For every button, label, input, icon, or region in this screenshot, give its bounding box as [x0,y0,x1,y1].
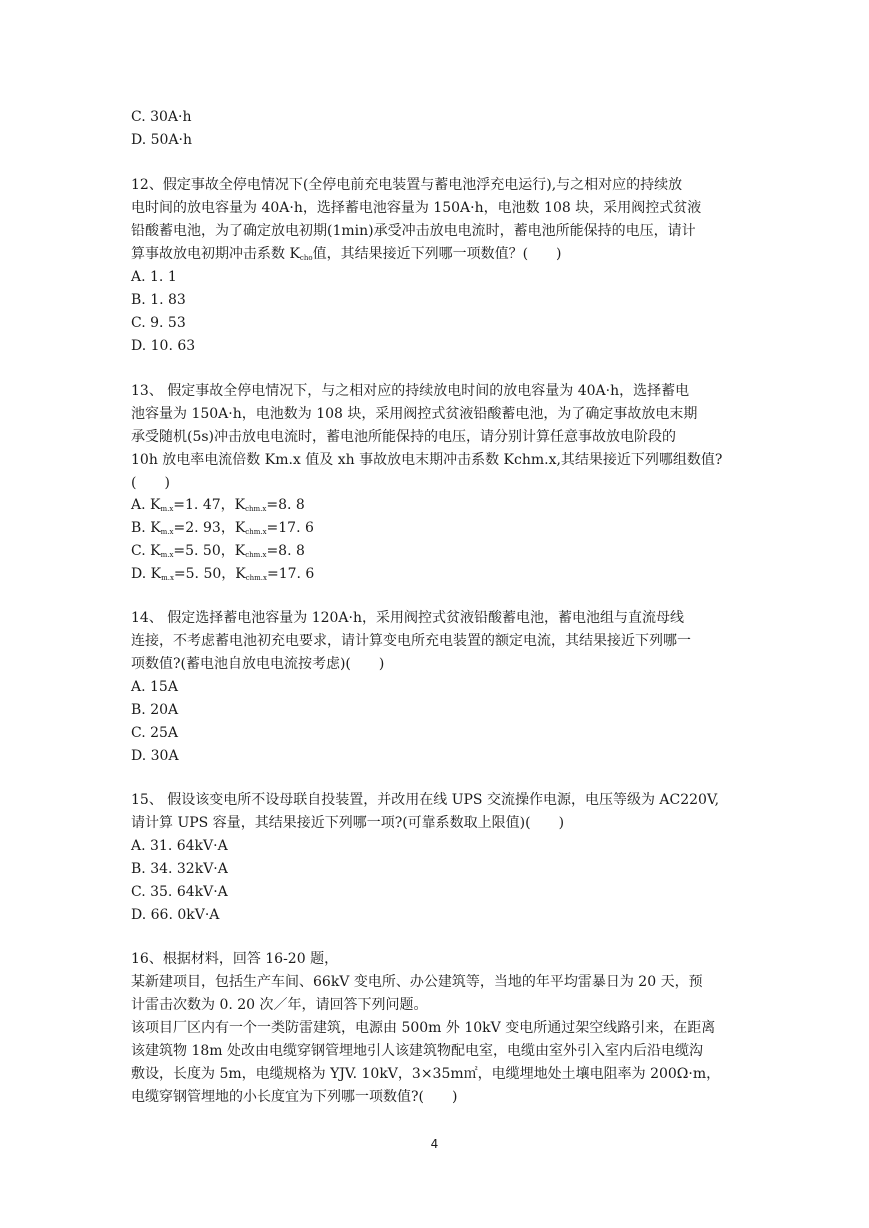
option-sub: m.x [160,551,174,559]
q11-option-c: C. 30A·h [131,109,192,125]
option-mid: =2. 93，K [173,520,246,536]
option-letter: A. K [131,497,161,513]
q12-line4-sub: cho [299,254,313,262]
option-sub: chm.x [245,574,267,582]
q16-text-line-2: 某新建项目，包括生产车间、66kV 变电所、办公建筑等，当地的年平均雷暴日为 20 天，预 [131,974,703,990]
option-end: =17. 6 [266,566,315,582]
q13-text-line-5: ( ) [131,475,170,491]
option-sub: m.x [161,574,174,582]
q14-option-d: D. 30A [131,748,179,764]
q12-option-d: D. 10. 63 [131,338,196,354]
option-letter: C. K [131,543,161,559]
q14-option-c: C. 25A [131,725,179,741]
q13-text-line-4: 10h 放电率电流倍数 Km.x 值及 xh 事故放电末期冲击系数 Kchm.x,其结果接近下列哪组数值? [131,452,723,468]
q16-text-line-3: 计雷击次数为 0. 20 次／年，请回答下列问题。 [131,997,428,1013]
q15-text-line-1: 15、 假设该变电所不设母联自投装置，并改用在线 UPS 交流操作电源，电压等级为 AC220V, [131,792,720,808]
q12-line4-pre: 算事故放电初期冲击系数 K [131,246,300,262]
option-sub: chm.x [245,505,267,513]
q12-option-a: A. 1. 1 [131,269,177,285]
q14-text-line-2: 连接，不考虑蓄电池初充电要求，请计算变电所充电装置的额定电流，其结果接近下列哪一 [131,633,691,649]
option-sub: chm.x [245,528,267,536]
q13-text-line-3: 承受随机(5s)冲击放电电流时，蓄电池所能保持的电压，请分别计算任意事故放电阶段的 [131,429,677,445]
option-mid: =5. 50，K [173,543,246,559]
q14-option-a: A. 15A [131,679,178,695]
option-letter: D. K [131,566,162,582]
option-mid: =5. 50，K [173,566,246,582]
q15-option-b: B. 34. 32kV·A [131,861,228,877]
q15-option-d: D. 66. 0kV·A [131,907,220,923]
q16-text-line-4: 该项目厂区内有一个一类防雷建筑，电源由 500m 外 10kV 变电所通过架空线路引来，在距离 [131,1020,716,1036]
q13-option-d [131,563,314,590]
option-end: =8. 8 [266,497,305,513]
q15-option-a: A. 31. 64kV·A [131,838,228,854]
q16-text-line-6: 敷设，长度为 5m，电缆规格为 YJV. 10kV，3×35m㎡，电缆埋地处土壤电阻率为 200Ω·m， [131,1066,721,1082]
q12-text-line-4 [131,243,562,270]
q15-text-line-2: 请计算 UPS 容量，其结果接近下列哪一项?(可靠系数取上限值)( ) [131,815,565,831]
q12-text-line-3: 铅酸蓄电池，为了确定放电初期(1min)承受冲击放电电流时，蓄电池所能保持的电压，请计 [131,223,696,239]
q14-text-line-3: 项数值?(蓄电池自放电电流按考虑)( ) [131,656,385,672]
option-sub: m.x [160,528,174,536]
option-sub: chm.x [245,551,267,559]
q16-text-line-1: 16、根据材料，回答 16-20 题， [131,951,339,967]
q14-text-line-1: 14、 假定选择蓄电池容量为 120A·h，采用阀控式贫液铅酸蓄电池，蓄电池组与直流母线 [131,610,685,626]
q12-text-line-2: 电时间的放电容量为 40A·h，选择蓄电池容量为 150A·h，电池数 108 块，采用阀控式贫液 [131,200,702,216]
option-letter: B. K [131,520,161,536]
q12-option-b: B. 1. 83 [131,292,186,308]
q12-text-line-1: 12、假定事故全停电情况下(全停电前充电装置与蓄电池浮充电运行),与之相对应的持续放 [131,177,683,193]
option-end: =17. 6 [266,520,314,536]
option-end: =8. 8 [266,543,305,559]
q13-text-line-2: 池容量为 150A·h，电池数为 108 块，采用阀控式贫液铅酸蓄电池，为了确定事故放电末期 [131,406,698,422]
page-number: 4 [430,1137,439,1151]
q12-line4-post: 值，其结果接近下列哪一项数值？( ) [312,246,562,262]
q12-option-c: C. 9. 53 [131,315,186,331]
q14-option-b: B. 20A [131,702,179,718]
q16-text-line-7: 电缆穿钢管埋地的小长度宜为下列哪一项数值?( ) [131,1089,458,1105]
q11-option-d: D. 50A·h [131,132,193,148]
q15-option-c: C. 35. 64kV·A [131,884,228,900]
q13-text-line-1: 13、 假定事故全停电情况下，与之相对应的持续放电时间的放电容量为 40A·h，选择蓄电 [131,383,690,399]
option-mid: =1. 47，K [173,497,246,513]
option-sub: m.x [160,505,174,513]
q16-text-line-5: 该建筑物 18m 处改由电缆穿钢管埋地引人该建筑物配电室，电缆由室外引入室内后沿电缆沟 [131,1043,703,1059]
